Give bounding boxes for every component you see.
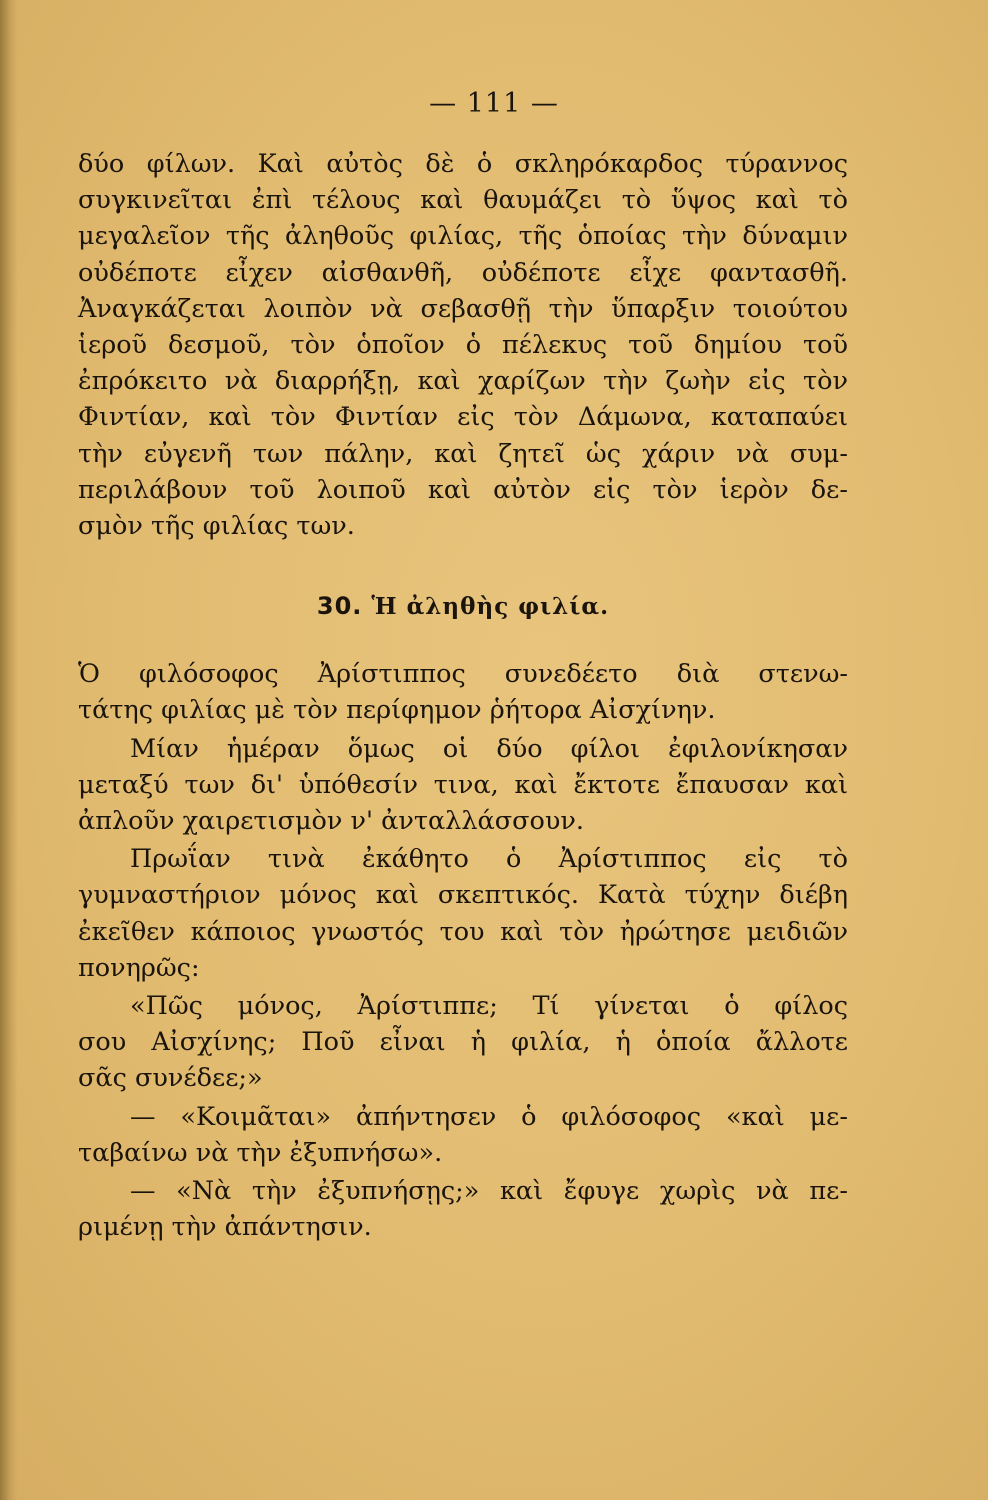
text-line: σου Αἰσχίνης; Ποῦ εἶναι ἡ φιλία, ἡ ὁποία ἄλλοτε [78, 1027, 848, 1058]
text-line: ἱεροῦ δεσμοῦ, τὸν ὁποῖον ὁ πέλεκυς τοῦ δημίου τοῦ [78, 330, 848, 361]
text-line: «Πῶς μόνος, Ἀρίστιππε; Τί γίνεται ὁ φίλος [130, 991, 848, 1022]
paragraph [78, 656, 848, 728]
paragraph [78, 731, 848, 840]
text-line: σᾶς συνέδεε;» [78, 1063, 263, 1094]
text-line: συγκινεῖται ἐπὶ τέλους καὶ θαυμάζει τὸ ὕψος καὶ τὸ [78, 185, 848, 216]
text-line: γυμναστήριον μόνος καὶ σκεπτικός. Κατὰ τύχην διέβη [78, 880, 848, 911]
text-line: Ὁ φιλόσοφος Ἀρίστιππος συνεδέετο διὰ στενω- [78, 659, 848, 690]
dialogue-paragraph [78, 988, 848, 1097]
section-heading [78, 592, 848, 620]
text-line: δύο φίλων. Καὶ αὐτὸς δὲ ὁ σκληρόκαρδος τύραννος [78, 149, 848, 179]
text-line: ἐκεῖθεν κάποιος γνωστός του καὶ τὸν ἠρώτησε μειδιῶν [78, 916, 848, 947]
text-line: Πρωΐαν τινὰ ἐκάθητο ὁ Ἀρίστιππος εἰς τὸ [130, 844, 848, 875]
text-line: ἀπλοῦν χαιρετισμὸν ν' ἀνταλλάσσουν. [78, 806, 585, 837]
text-line: πονηρῶς: [78, 952, 200, 983]
text-line: οὐδέποτε εἶχεν αἰσθανθῆ, οὐδέποτε εἶχε φαντασθῆ. [78, 257, 848, 288]
text-line: Μίαν ἡμέραν ὅμως οἱ δύο φίλοι ἐφιλονίκησαν [130, 733, 848, 764]
text-line: Φιντίαν, καὶ τὸν Φιντίαν εἰς τὸν Δάμωνα, καταπαύει [78, 402, 848, 433]
section-number: 30. [316, 592, 363, 621]
text-line: ἐπρόκειτο νὰ διαρρήξῃ, καὶ χαρίζων τὴν ζωὴν εἰς τὸν [78, 366, 848, 397]
text-line: Ἀναγκάζεται λοιπὸν νὰ σεβασθῇ τὴν ὕπαρξιν τοιούτου [78, 293, 848, 324]
text-line: — «Νὰ τὴν ἐξυπνήσῃς;» καὶ ἔφυγε χωρὶς νὰ πε- [130, 1176, 848, 1207]
paragraph [78, 841, 848, 986]
text-line: σμὸν τῆς φιλίας των. [78, 511, 355, 542]
text-line: ριμένῃ τὴν ἀπάντησιν. [78, 1212, 372, 1243]
section-title: Ἡ ἀληθὴς φιλία. [371, 593, 610, 621]
text-line: περιλάβουν τοῦ λοιποῦ καὶ αὐτὸν εἰς τὸν ἱερὸν δε- [78, 474, 848, 505]
page-body [78, 146, 848, 1247]
intro-paragraph [78, 146, 848, 544]
text-line: μεγαλεῖον τῆς ἀληθοῦς φιλίας, τῆς ὁποίας τὴν δύναμιν [78, 221, 848, 252]
text-line: — «Κοιμᾶται» ἀπήντησεν ὁ φιλόσοφος «καὶ με- [130, 1101, 848, 1132]
page-binding-edge [0, 0, 18, 1500]
page-number: — 111 — [429, 88, 559, 119]
text-line: τὴν εὐγενῆ των πάλην, καὶ ζητεῖ ὡς χάριν νὰ συμ- [78, 438, 848, 469]
text-line: ταβαίνω νὰ τὴν ἐξυπνήσω». [78, 1137, 443, 1168]
dialogue-paragraph [78, 1099, 848, 1171]
dialogue-paragraph [78, 1173, 848, 1245]
text-line: μεταξύ των δι' ὑπόθεσίν τινα, καὶ ἔκτοτε ἔπαυσαν καὶ [78, 769, 848, 800]
text-line: τάτης φιλίας μὲ τὸν περίφημον ῥήτορα Αἰσχίνην. [78, 695, 716, 726]
